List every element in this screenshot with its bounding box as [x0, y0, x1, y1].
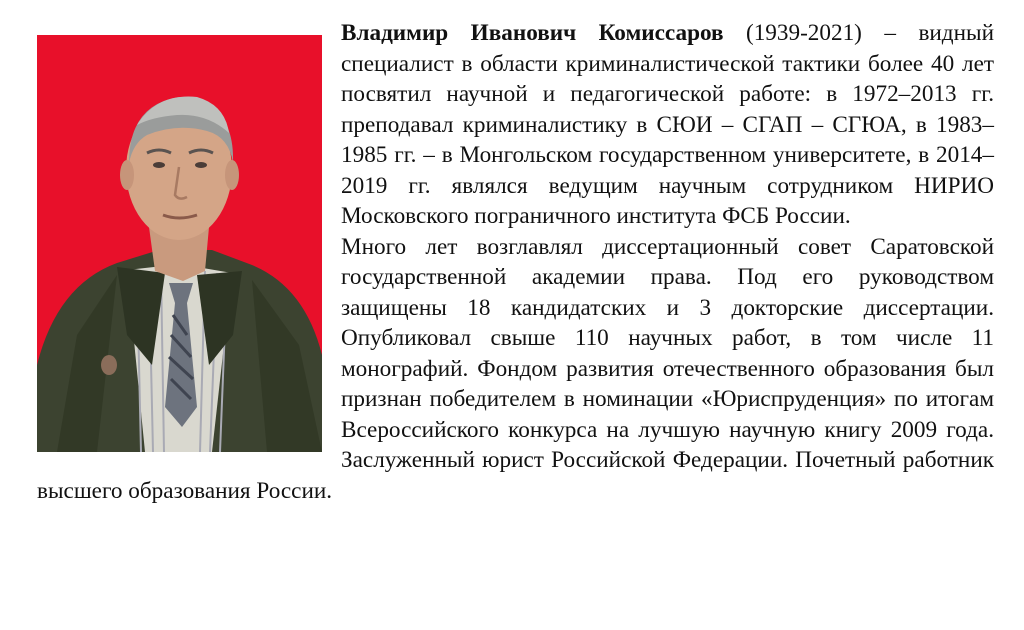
portrait-image	[37, 35, 322, 452]
person-name: Владимир Иванович Комиссаров	[341, 20, 724, 46]
paragraph-1-text: видный специалист в области криминалистической тактики более 40 лет посвятил научной и педагогической работе: в 1972–2013 гг. преподавал криминалистику в СЮИ – СГАП – СГЮА, в 1983–1985 гг. – в Монгольском государственном университете, в 2014–2019 гг. являлся ведущим научным сотрудником НИРИО Московского пограничного института ФСБ России.	[341, 20, 994, 229]
life-years: (1939-2021) –	[723, 20, 919, 46]
biography-article	[37, 18, 994, 506]
portrait-photo	[37, 35, 322, 452]
paragraph-2-text: Много лет возглавлял диссертационный совет Саратовской государственной академии права. Под его руководством защищены 18 кандидатских и 3 докторские диссертации. Опубликовал свыше 110 научных работ, в том числе 11 монографий. Фондом развития отечественного образования был признан победителем в номинации «Юриспруденция» по итогам Всероссийского конкурса на лучшую научную книгу 2009 года. Заслуженный юрист Российской Федерации. Почетный работник высшего образования России.	[37, 233, 994, 504]
